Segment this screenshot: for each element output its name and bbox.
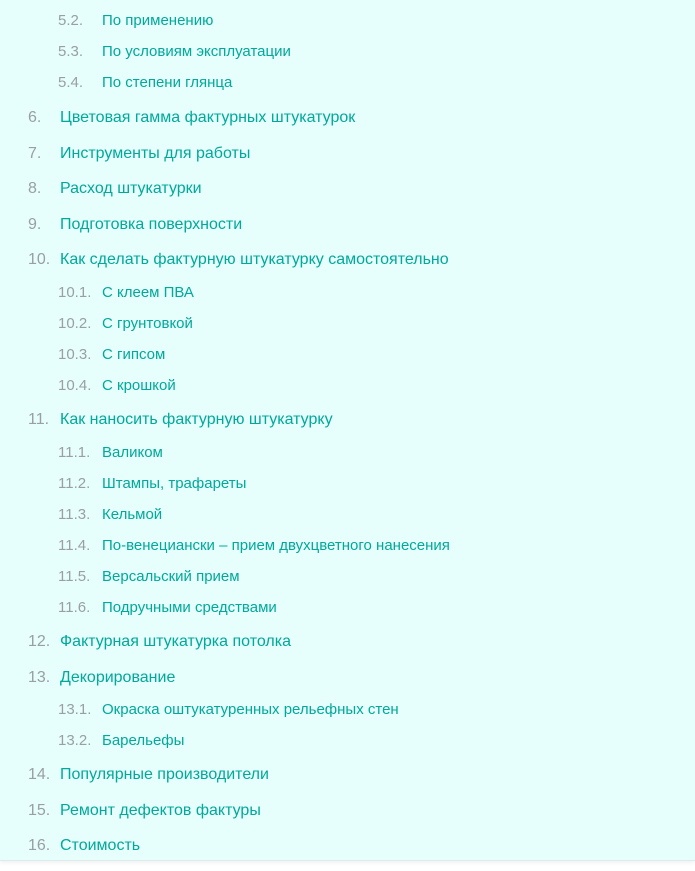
toc-item-number: 13.2. — [58, 732, 92, 749]
toc-item-link[interactable]: Подручными средствами — [102, 599, 277, 616]
toc-item-link[interactable]: По-венециански – прием двухцветного нанесения — [102, 537, 450, 554]
toc-item-number: 10.4. — [58, 377, 92, 394]
toc-item-link[interactable]: Расход штукатурки — [60, 180, 202, 197]
toc-item-link[interactable]: Подготовка поверхности — [60, 216, 243, 233]
toc-item-number: 5.4. — [58, 74, 84, 91]
toc-item-link[interactable]: С клеем ПВА — [102, 284, 194, 301]
toc-item-number: 10.1. — [58, 284, 92, 301]
toc-item-number: 11.5. — [58, 568, 91, 585]
toc-item-number: 8. — [28, 180, 42, 197]
toc-item-number: 6. — [28, 109, 42, 126]
toc-item-link[interactable]: Кельмой — [102, 506, 163, 523]
toc-item-link[interactable]: Фактурная штукатурка потолка — [60, 633, 291, 650]
toc-item-link[interactable]: Инструменты для работы — [60, 145, 251, 162]
toc-item-number: 9. — [28, 216, 42, 233]
toc-item-link[interactable]: Штампы, трафареты — [102, 475, 247, 492]
toc-item-number: 7. — [28, 145, 42, 162]
toc-item-link[interactable]: Валиком — [102, 444, 163, 461]
toc-item-number: 11.6. — [58, 599, 91, 616]
toc-item-link[interactable]: По условиям эксплуатации — [102, 43, 291, 60]
toc-item-number: 11.3. — [58, 506, 91, 523]
toc-item-link[interactable]: Как наносить фактурную штукатурку — [60, 411, 333, 428]
toc-item-link[interactable]: Версальский прием — [102, 568, 240, 585]
toc-item-link[interactable]: Стоимость — [60, 837, 141, 854]
toc-item-link[interactable]: Цветовая гамма фактурных штукатурок — [60, 109, 356, 126]
toc-item-number: 11.4. — [58, 537, 91, 554]
toc-item-link[interactable]: По степени глянца — [102, 74, 233, 91]
toc-item-link[interactable]: Ремонт дефектов фактуры — [60, 802, 261, 819]
toc-item-number: 13. — [28, 669, 51, 686]
toc-item-number: 16. — [28, 837, 51, 854]
toc-item-link[interactable]: Барельефы — [102, 732, 185, 749]
toc-item-number: 5.3. — [58, 43, 84, 60]
toc-item-link[interactable]: Декорирование — [60, 669, 176, 686]
toc-item-number: 10.3. — [58, 346, 92, 363]
toc-item-number: 11.2. — [58, 475, 91, 492]
toc-item-number: 12. — [28, 633, 51, 650]
toc-item-link[interactable]: Популярные производители — [60, 766, 269, 783]
toc-item-link[interactable]: С гипсом — [102, 346, 166, 363]
toc-item-link[interactable]: С крошкой — [102, 377, 176, 394]
toc-item-link[interactable]: Окраска оштукатуренных рельефных стен — [102, 701, 399, 718]
toc-item-link[interactable]: Как сделать фактурную штукатурку самостоятельно — [60, 251, 449, 268]
toc-item-number: 11.1. — [58, 444, 91, 461]
toc-item-link[interactable]: По применению — [102, 12, 214, 29]
toc-item-number: 10. — [28, 251, 51, 268]
toc-item-number: 5.2. — [58, 12, 84, 29]
toc-item-number: 13.1. — [58, 701, 92, 718]
toc-item-number: 10.2. — [58, 315, 92, 332]
toc-item-number: 11. — [28, 411, 50, 428]
toc-item-number: 14. — [28, 766, 51, 783]
toc-item-link[interactable]: С грунтовкой — [102, 315, 193, 332]
toc-item-number: 15. — [28, 802, 51, 819]
